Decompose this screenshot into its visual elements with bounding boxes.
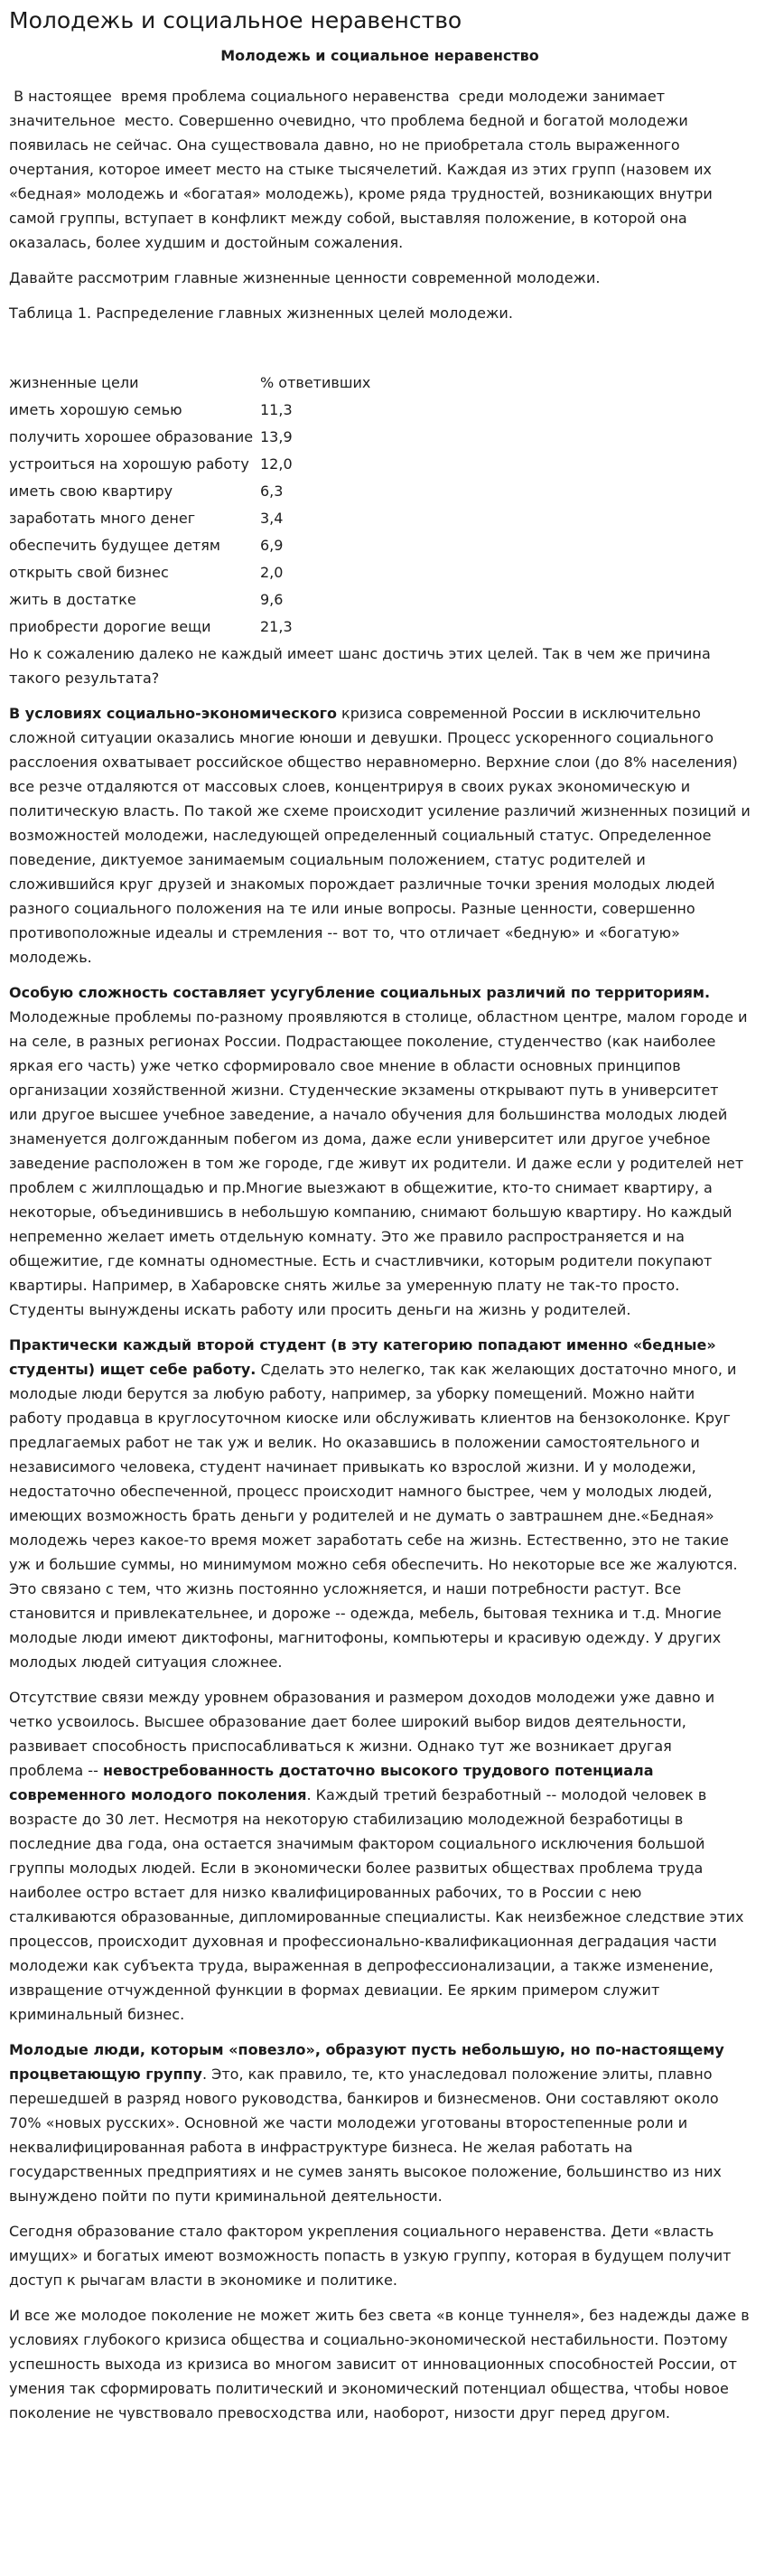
after-table-paragraph: Но к сожалению далеко не каждый имеет шанс достичь этих целей. Так в чем же причина такого результата? (9, 645, 711, 687)
paragraph-text: . Каждый третий безработный -- молодой человек в возрасте до 30 лет. Несмотря на некоторую стабилизацию молодежной безработицы в последние два года, она остается значимым фактором социального исключения большой группы молодых людей. Если в экономически более развитых обществах проблема труда наиболее остро встает для низко квалифицированных рабочих, то в России с нею сталкиваются образованные, дипломированные специалисты. Как неизбежное следствие этих процессов, происходит духовная и профессионально-квалификационная деградация части молодежи как субъекта труда, выраженная в депрофессионализации, а также изменение, извращение отчужденной функции в формах девиации. Ее ярким примером служит криминальный бизнес. (9, 1786, 744, 2023)
paragraph-text: Молодежные проблемы по-разному проявляются в столице, областном центре, малом городе и на селе, в разных регионах России. Подрастающее поколение, студенчество (как наиболее яркая его часть) уже четко сформировало свое мнение в области основных принципов организации хозяйственной жизни. Студенческие экзамены открывают путь в университет или другое высшее учебное заведение, а начало обучения для большинства молодых людей знаменуется долгожданным побегом из дома, даже если университет или другое учебное заведение расположен в том же городе, где живут их родители. И даже если у родителей нет проблем с жилплощадью и пр.Многие выезжают в общежитие, кто-то снимает квартиру, а некоторые, объединившись в небольшую компанию, снимают большую квартиру. Но каждый непременно желает иметь отдельную комнату. Это же правило распространяется и на общежитие, где комнаты одноместные. Есть и счастливчики, которым родители покупают квартиры. Например, в Хабаровске снять жилье за умеренную плату не так-то просто. Студенты вынуждены искать работу или просить деньги на жизнь у родителей. (9, 1008, 748, 1318)
table-row (9, 477, 441, 504)
paragraph-lead: В условиях социально-экономического (9, 705, 337, 722)
paragraph-elite (9, 2037, 751, 2208)
table-row (9, 396, 441, 423)
goal-cell: приобрести дорогие вещи (9, 617, 211, 635)
goal-cell: иметь свою квартиру (9, 482, 173, 500)
percent-cell: 9,6 (260, 590, 284, 608)
paragraph-lead: Молодые люди, которым «повезло», образуют пусть небольшую, но по-настоящему процветающую группу (9, 2041, 724, 2083)
table-row (9, 531, 441, 558)
goal-cell: открыть свой бизнес (9, 563, 169, 581)
page-title: Молодежь и социальное неравенство (9, 7, 462, 33)
table-row (9, 613, 441, 640)
percent-cell: 6,9 (260, 536, 284, 554)
table-header-row (9, 369, 441, 396)
goals-table (9, 369, 441, 640)
goal-cell: обеспечить будущее детям (9, 536, 220, 554)
goal-cell: получить хорошее образование (9, 427, 254, 445)
percent-cell: 2,0 (260, 563, 284, 581)
consider-paragraph: Давайте рассмотрим главные жизненные ценности современной молодежи. (9, 269, 601, 286)
article (0, 5, 765, 2425)
paragraph-lead: Особую сложность составляет усугубление социальных различий по территориям. (9, 984, 711, 1001)
paragraph-emphasis: невостребованность достаточно высокого трудового потенциала современного молодого поколения (9, 1762, 654, 1803)
paragraph-conclusion: И все же молодое поколение не может жить без света «в конце туннеля», без надежды даже в условиях глубокого кризиса общества и социально-экономической нестабильности. Поэтому успешность выхода из кризиса во многом зависит от инновационных способностей России, от умения так сформировать политический и экономический потенциал общества, чтобы новое поколение не чувствовало превосходства или, наоборот, низости друг перед другом. (9, 2307, 750, 2421)
paragraph-text: . Это, как правило, те, кто унаследовал положение элиты, плавно перешедшей в разряд нового руководства, банкиров и бизнесменов. Они составляют около 70% «новых русских». Основной же части молодежи уготованы второстепенные роли и неквалифицированная работа в инфраструктуре бизнеса. Не желая работать на государственных предприятиях и не сумев занять высокое положение, большинство из них вынуждено пойти по пути криминальной деятельности. (9, 2065, 722, 2205)
paragraph-text: Сделать это нелегко, так как желающих достаточно много, и молодые люди берутся за любую работу, например, за уборку помещений. Можно найти работу продавца в круглосуточном киоске или обслуживать клиентов на бензоколонке. Круг предлагаемых работ не так уж и велик. Но оказавшись в положении самостоятельного и независимого человека, студент начинает привыкать ко взрослой жизни. И у молодежи, недостаточно обеспеченной, процесс происходит намного быстрее, чем у молодых людей, имеющих возможность брать деньги у родителей и не думать о завтрашнем дне.«Бедная» молодежь через какое-то время может заработать себе на жизнь. Естественно, это не такие уж и большие суммы, но минимумом можно себя обеспечить. Но некоторые все же жалуются. Это связано с тем, что жизнь постоянно усложняется, и наши потребности растут. Все становится и привлекательнее, и дороже -- одежда, мебель, бытовая техника и т.д. Многие молодые люди имеют диктофоны, магнитофоны, компьютеры и красивую одежду. У других молодых людей ситуация сложнее. (9, 1361, 738, 1671)
table-caption: Таблица 1. Распределение главных жизненных целей молодежи. (9, 304, 513, 322)
table-row (9, 450, 441, 477)
paragraph-students-work (9, 1333, 751, 1674)
goal-cell: заработать много денег (9, 509, 196, 527)
paragraph-education-inequality: Сегодня образование стало фактором укрепления социального неравенства. Дети «власть имущих» и богатых имеют возможность попасть в узкую группу, которая в будущем получит доступ к рычагам власти в экономике и политике. (9, 2223, 732, 2289)
table-row (9, 585, 441, 613)
table-row (9, 558, 441, 585)
paragraph-crisis (9, 701, 751, 970)
table-row (9, 504, 441, 531)
column-header-goal: жизненные цели (9, 373, 139, 391)
column-header-percent: % ответивших (260, 373, 371, 391)
article-subtitle: Молодежь и социальное неравенство (220, 47, 539, 64)
paragraph-text: Отсутствие связи между уровнем образования и размером доходов молодежи уже давно и четко усвоилось. Высшее образование дает более широкий выбор видов деятельности, развивает способность приспосабливаться к жизни. Однако тут же возникает другая проблема -- (9, 1689, 715, 1779)
percent-cell: 13,9 (260, 427, 293, 445)
percent-cell: 12,0 (260, 454, 293, 473)
percent-cell: 11,3 (260, 400, 293, 418)
goal-cell: жить в достатке (9, 590, 136, 608)
intro-paragraph: В настоящее время проблема социального неравенства среди молодежи занимает значительное место. Совершенно очевидно, что проблема бедной и богатой молодежи появилась не сейчас. Она существовала давно, но не приобретала столь выраженного очертания, которое имеет место на стыке тысячелетий. Каждая из этих групп (назовем их «бедная» молодежь и «богатая» молодежь), кроме ряда трудностей, возникающих внутри самой группы, вступает в конфликт между собой, выставляя положение, в которой она оказалась, более худшим и достойным сожаления. (9, 88, 717, 251)
goal-cell: иметь хорошую семью (9, 400, 182, 418)
paragraph-education-income (9, 1685, 751, 2027)
percent-cell: 6,3 (260, 482, 284, 500)
paragraph-text: кризиса современной России в исключительно сложной ситуации оказались многие юноши и девушки. Процесс ускоренного социального расслоения охватывает российское общество неравномерно. Верхние слои (до 8% населения) все резче отдаляются от массовых слоев, концентрируя в своих руках экономическую и политическую власть. По такой же схеме происходит усиление различий жизненных позиций и возможностей молодежи, наследующей определенный социальный статус. Определенное поведение, диктуемое занимаемым социальным положением, статус родителей и сложившийся круг друзей и знакомых порождает различные точки зрения молодых людей разного социального положения на те или иные вопросы. Разные ценности, совершенно противоположные идеалы и стремления -- вот то, что отличает «бедную» и «богатую» молодежь. (9, 705, 751, 966)
percent-cell: 3,4 (260, 509, 284, 527)
paragraph-territories (9, 980, 751, 1322)
paragraph-lead: Практически каждый второй студент (в эту категорию попадают именно «бедные» студенты) ищет себе работу. (9, 1336, 716, 1378)
table-row (9, 423, 441, 450)
percent-cell: 21,3 (260, 617, 293, 635)
goal-cell: устроиться на хорошую работу (9, 454, 249, 473)
